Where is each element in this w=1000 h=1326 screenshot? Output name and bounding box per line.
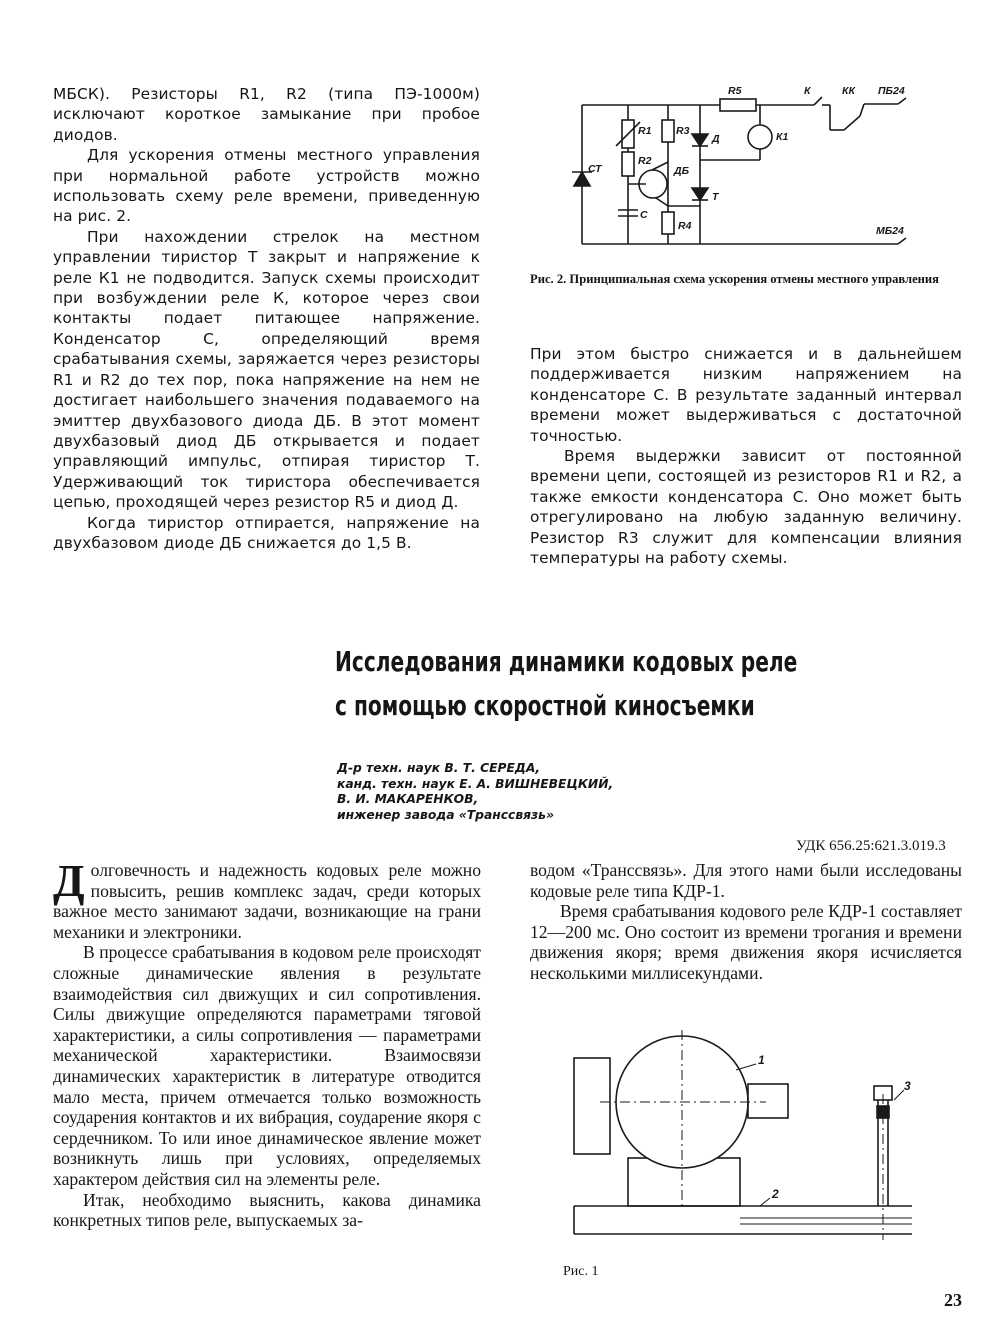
article-title-line2: с помощью скоростной киносъемки — [335, 689, 755, 722]
paragraph: Для ускорения отмены местного управления при нормальной работе устройств можно использовать схему реле времени, приведенную на рис. 2. — [53, 146, 480, 226]
label-k: К — [804, 85, 811, 97]
relay-drawing-fig1 — [560, 1030, 940, 1270]
top-right-column — [530, 344, 962, 568]
author-line: инженер завода «Транссвязь» — [337, 807, 554, 822]
article-title — [335, 640, 798, 728]
label-db: ДБ — [674, 165, 690, 177]
top-left-column — [53, 84, 480, 553]
author-line: В. И. МАКАРЕНКОВ, — [337, 792, 479, 806]
label-pb24: ПБ24 — [878, 85, 905, 97]
label-r3: R3 — [676, 125, 690, 137]
label-st: СТ — [588, 163, 602, 175]
paragraph: МБСК). Резисторы R1, R2 (типа ПЭ-1000м) исключают короткое замыкание при пробое диодов. — [53, 85, 480, 144]
paragraph: При этом быстро снижается и в дальнейшем поддерживается низким напряжением на конденсаторе С. В результате заданный интервал времени может выдерживаться с достаточной точностью. — [530, 345, 962, 445]
fig1-caption: Рис. 1 — [563, 1264, 599, 1279]
author-line: Д-р техн. наук В. Т. СЕРЕДА, — [337, 761, 541, 775]
paragraph: Когда тиристор отпирается, напряжение на двухбазовом диоде ДБ снижается до 1,5 В. — [53, 513, 480, 552]
drop-cap: Д — [53, 855, 85, 906]
label-part-2: 2 — [772, 1187, 779, 1201]
author-line: канд. техн. наук Е. А. ВИШНЕВЕЦКИЙ, — [337, 776, 614, 791]
label-d: Д — [712, 133, 720, 145]
paragraph: Время выдержки зависит от постоянной времени цепи, состоящей из резисторов R1 и R2, а также емкости конденсатора С. Оно может быть отрегулировано на любую заданную величину. Резистор R3 служит для компенсации влияния температуры на работу схемы. — [530, 447, 962, 568]
udk-code: УДК 656.25:621.3.019.3 — [796, 838, 946, 854]
bottom-left-column — [53, 855, 481, 1231]
bottom-right-column — [530, 860, 962, 984]
paragraph: В процессе срабатывания в кодовом реле происходят сложные динамические явления в результате взаимодействия сил движущих и сил сопротивления. Силы движущие определяются параметрами тяговой характеристики, а силы сопротивления — параметрами механической характеристики. Взаимосвязи динамических характеристик в литературе отводится мало места, причем отмечается только возможность соударения контактов и их вибрация, соударение якоря с сердечником. То или иное динамическое явление может возникнуть лишь при условиях, определяемых характером действия сил на элементы реле. — [53, 942, 481, 1189]
authors — [337, 761, 613, 823]
circuit-diagram-fig2 — [560, 82, 970, 262]
label-part-3: 3 — [904, 1079, 911, 1093]
label-kk: КК — [842, 85, 855, 97]
label-r1: R1 — [638, 125, 652, 137]
label-r4: R4 — [678, 220, 692, 232]
label-t: Т — [712, 191, 719, 203]
paragraph: водом «Транссвязь». Для этого нами были исследованы кодовые реле типа КДР-1. — [530, 860, 962, 901]
article-title-line1: Исследования динамики кодовых реле — [335, 645, 798, 678]
label-r2: R2 — [638, 155, 652, 167]
label-c: С — [640, 209, 648, 221]
fig2-caption: Рис. 2. Принципиальная схема ускорения отмены местного управления — [530, 272, 939, 286]
label-k1: К1 — [776, 131, 789, 143]
label-mb24: МБ24 — [876, 225, 904, 237]
paragraph — [53, 855, 481, 942]
paragraph: Время срабатывания кодового реле КДР-1 составляет 12—200 мс. Оно состоит из времени трогания и времени движения якоря; время движения якоря исчисляется несколькими миллисекундами. — [530, 901, 962, 983]
first-paragraph-text: олговечность и надежность кодовых реле можно повысить, решив комплекс задач, среди которых важное место занимают задачи, возникающие на грани механики и электроники. — [53, 860, 481, 942]
page-number: 23 — [944, 1290, 962, 1310]
label-part-1: 1 — [758, 1053, 765, 1067]
paragraph: Итак, необходимо выяснить, какова динамика конкретных типов реле, выпускаемых за- — [53, 1189, 481, 1231]
paragraph: При нахождении стрелок на местном управлении тиристор Т закрыт и напряжение к реле К1 не подводится. Запуск схемы происходит при возбуждении реле К, которое через свои контакты подает питающее напряжение. Конденсатор С, определяющий время срабатывания схемы, заряжается через резисторы R1 и R2 до тех пор, пока напряжение на нем не достигает наибольшего значения подаваемого на эмиттер двухбазового диода ДБ. В этот момент двухбазовый диод ДБ открывается и подает управляющий импульс, отпирая тиристор Т. Удерживающий ток тиристора обеспечивается цепью, проходящей через резистор R5 и диод Д. — [53, 227, 480, 512]
label-r5: R5 — [728, 85, 742, 97]
